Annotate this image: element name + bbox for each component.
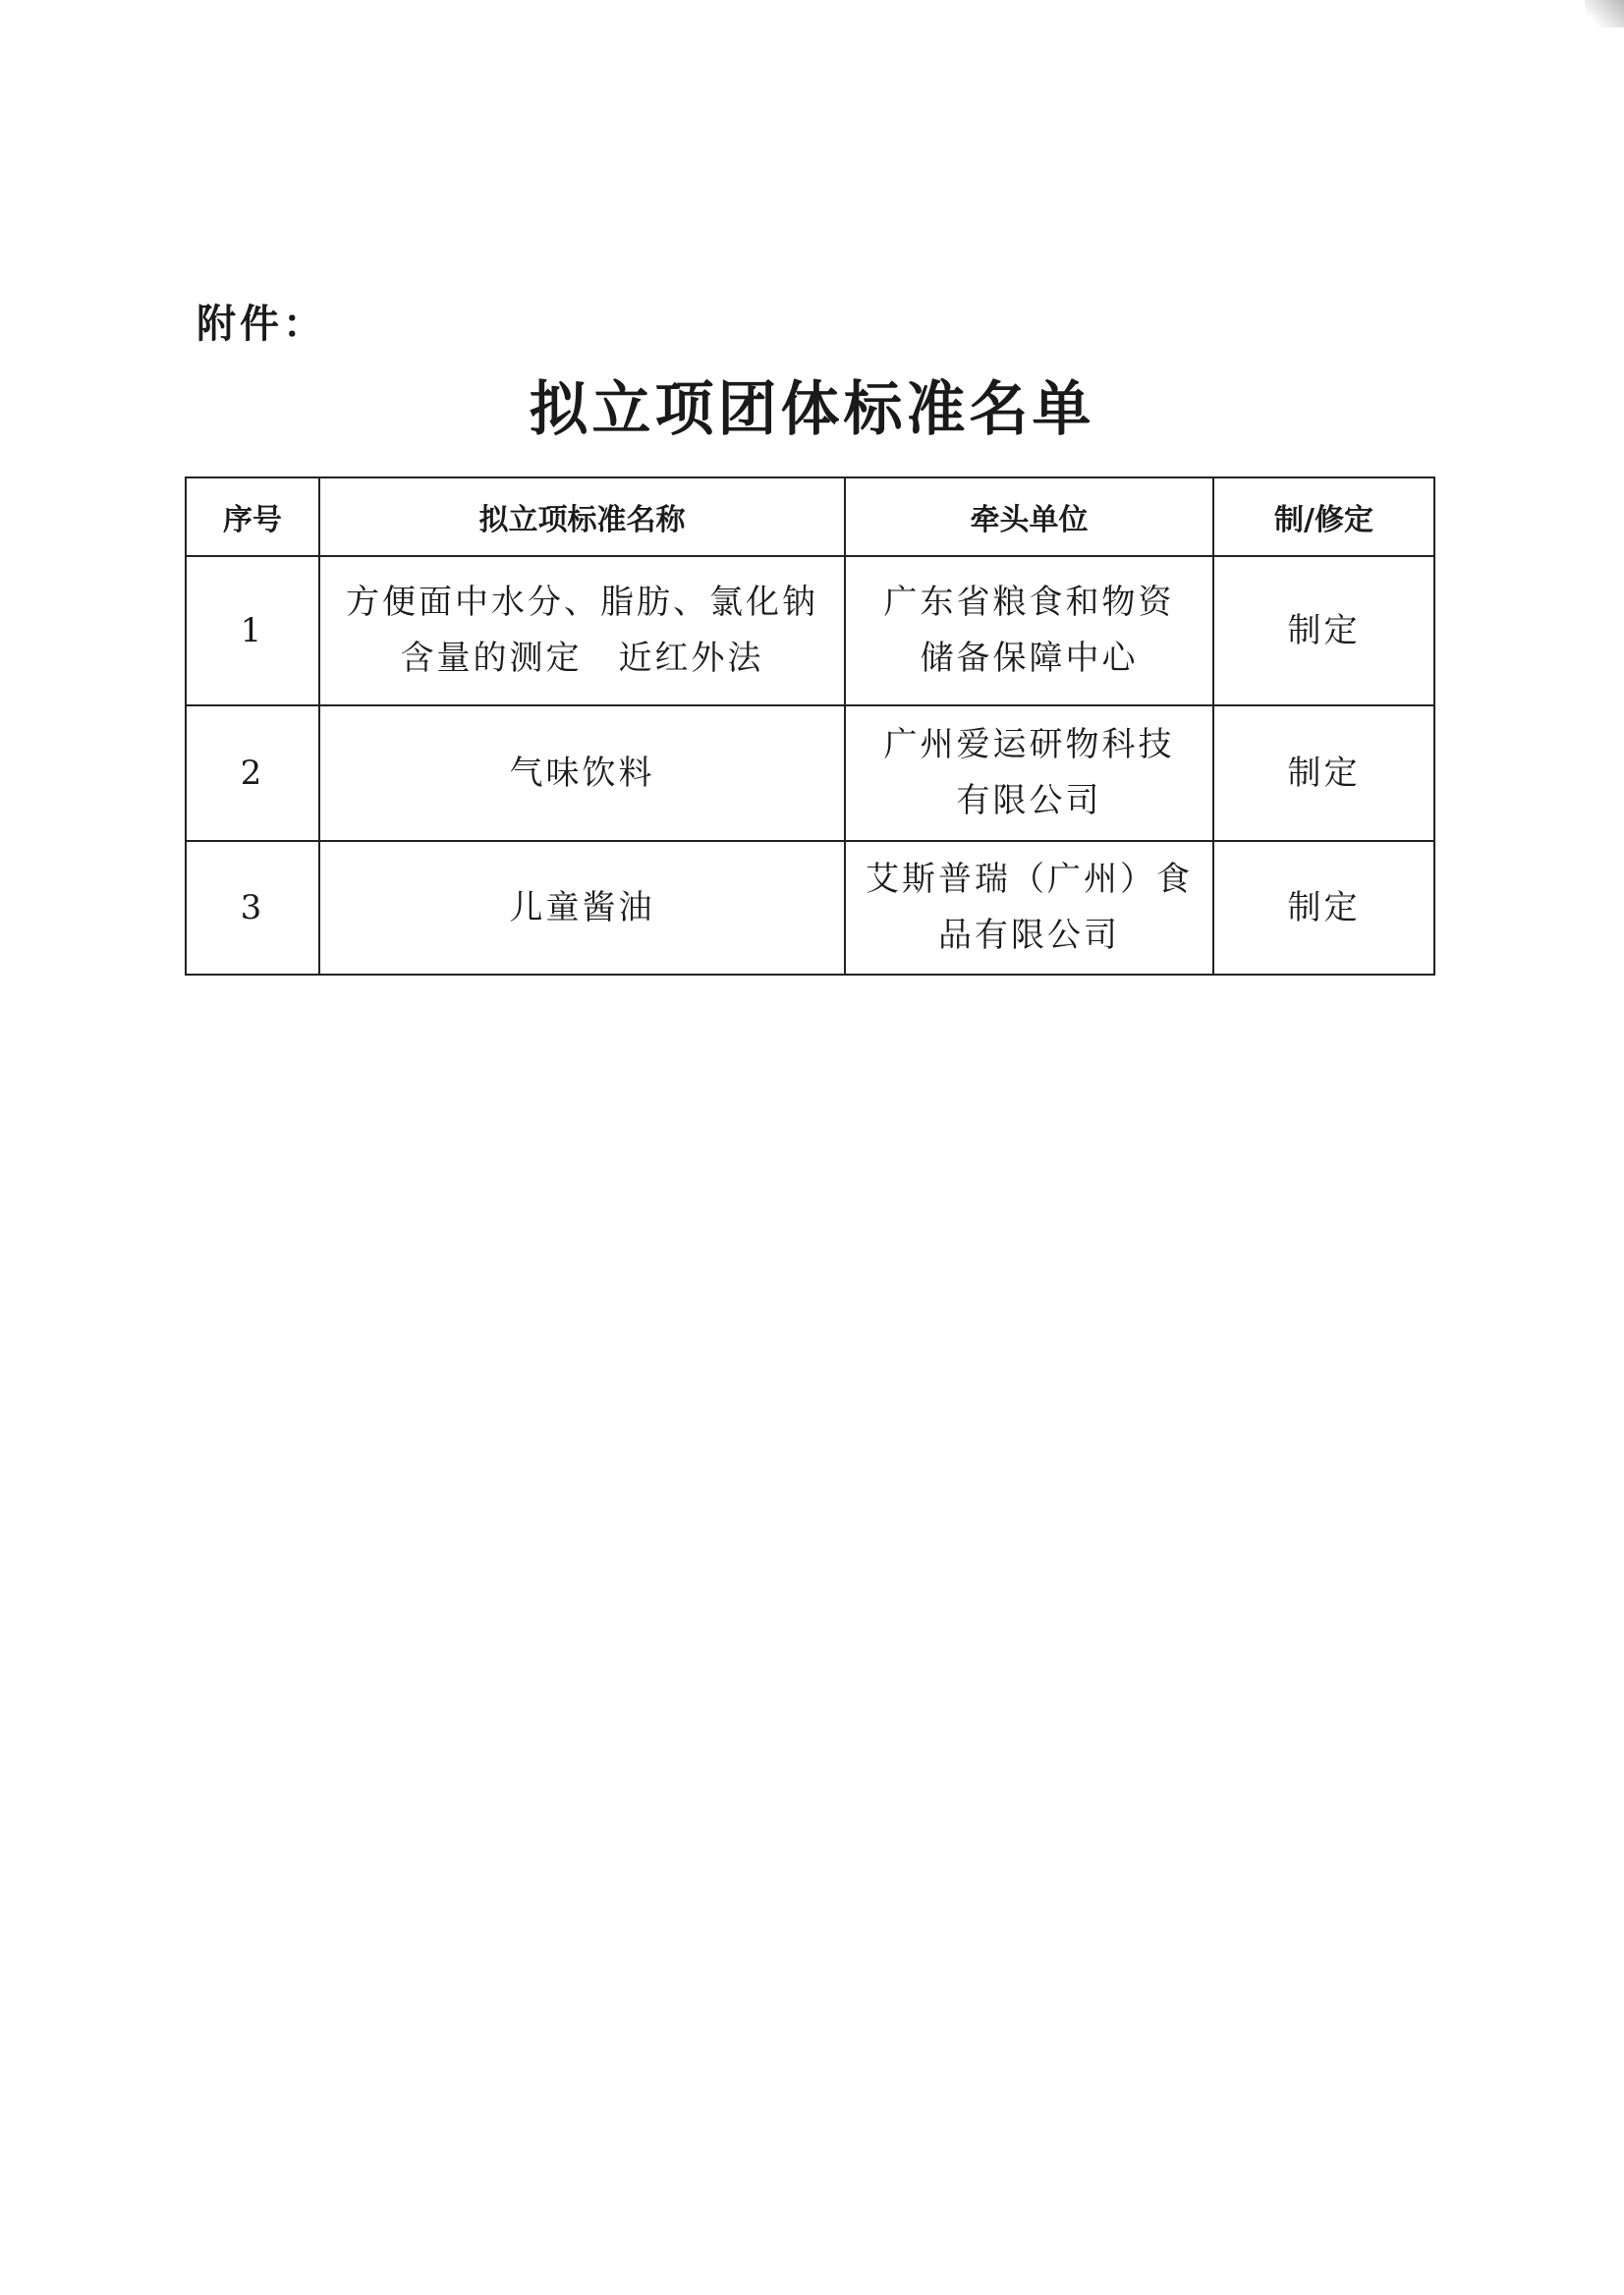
header-type: 制/修定 xyxy=(1213,477,1434,556)
cell-lead-unit xyxy=(845,705,1213,841)
standard-name-line: 儿童酱油 xyxy=(509,887,655,927)
table-row xyxy=(186,705,1434,841)
cell-type: 制定 xyxy=(1213,705,1434,841)
cell-type: 制定 xyxy=(1213,841,1434,975)
lead-unit-line: 广州爱运研物科技 xyxy=(883,725,1175,764)
scan-edge-mark xyxy=(1585,0,1624,28)
table-row xyxy=(186,556,1434,705)
header-no: 序号 xyxy=(186,477,319,556)
cell-standard-name xyxy=(319,705,845,841)
table-header-row xyxy=(186,477,1434,556)
cell-standard-name xyxy=(319,841,845,975)
lead-unit-line: 储备保障中心 xyxy=(920,639,1139,678)
cell-lead-unit xyxy=(845,556,1213,705)
lead-unit-line: 品有限公司 xyxy=(938,916,1120,955)
standard-name-line: 气味饮料 xyxy=(509,753,655,793)
standards-table xyxy=(185,476,1435,976)
standard-name-line: 含量的测定 近红外法 xyxy=(400,639,764,678)
table-row xyxy=(186,841,1434,975)
page-title: 拟立项团体标准名单 xyxy=(529,375,1095,444)
header-standard-name: 拟立项标准名称 xyxy=(319,477,845,556)
lead-unit-line: 艾斯普瑞（广州）食 xyxy=(866,860,1193,899)
attachment-label: 附件： xyxy=(196,302,326,347)
standard-name-line: 方便面中水分、脂肪、氯化钠 xyxy=(346,583,818,622)
cell-lead-unit xyxy=(845,841,1213,975)
header-lead-unit: 牵头单位 xyxy=(845,477,1213,556)
cell-standard-name xyxy=(319,556,845,705)
lead-unit-line: 有限公司 xyxy=(956,781,1102,820)
cell-no: 2 xyxy=(186,705,319,841)
cell-no: 1 xyxy=(186,556,319,705)
cell-no: 3 xyxy=(186,841,319,975)
lead-unit-line: 广东省粮食和物资 xyxy=(883,583,1175,622)
cell-type: 制定 xyxy=(1213,556,1434,705)
